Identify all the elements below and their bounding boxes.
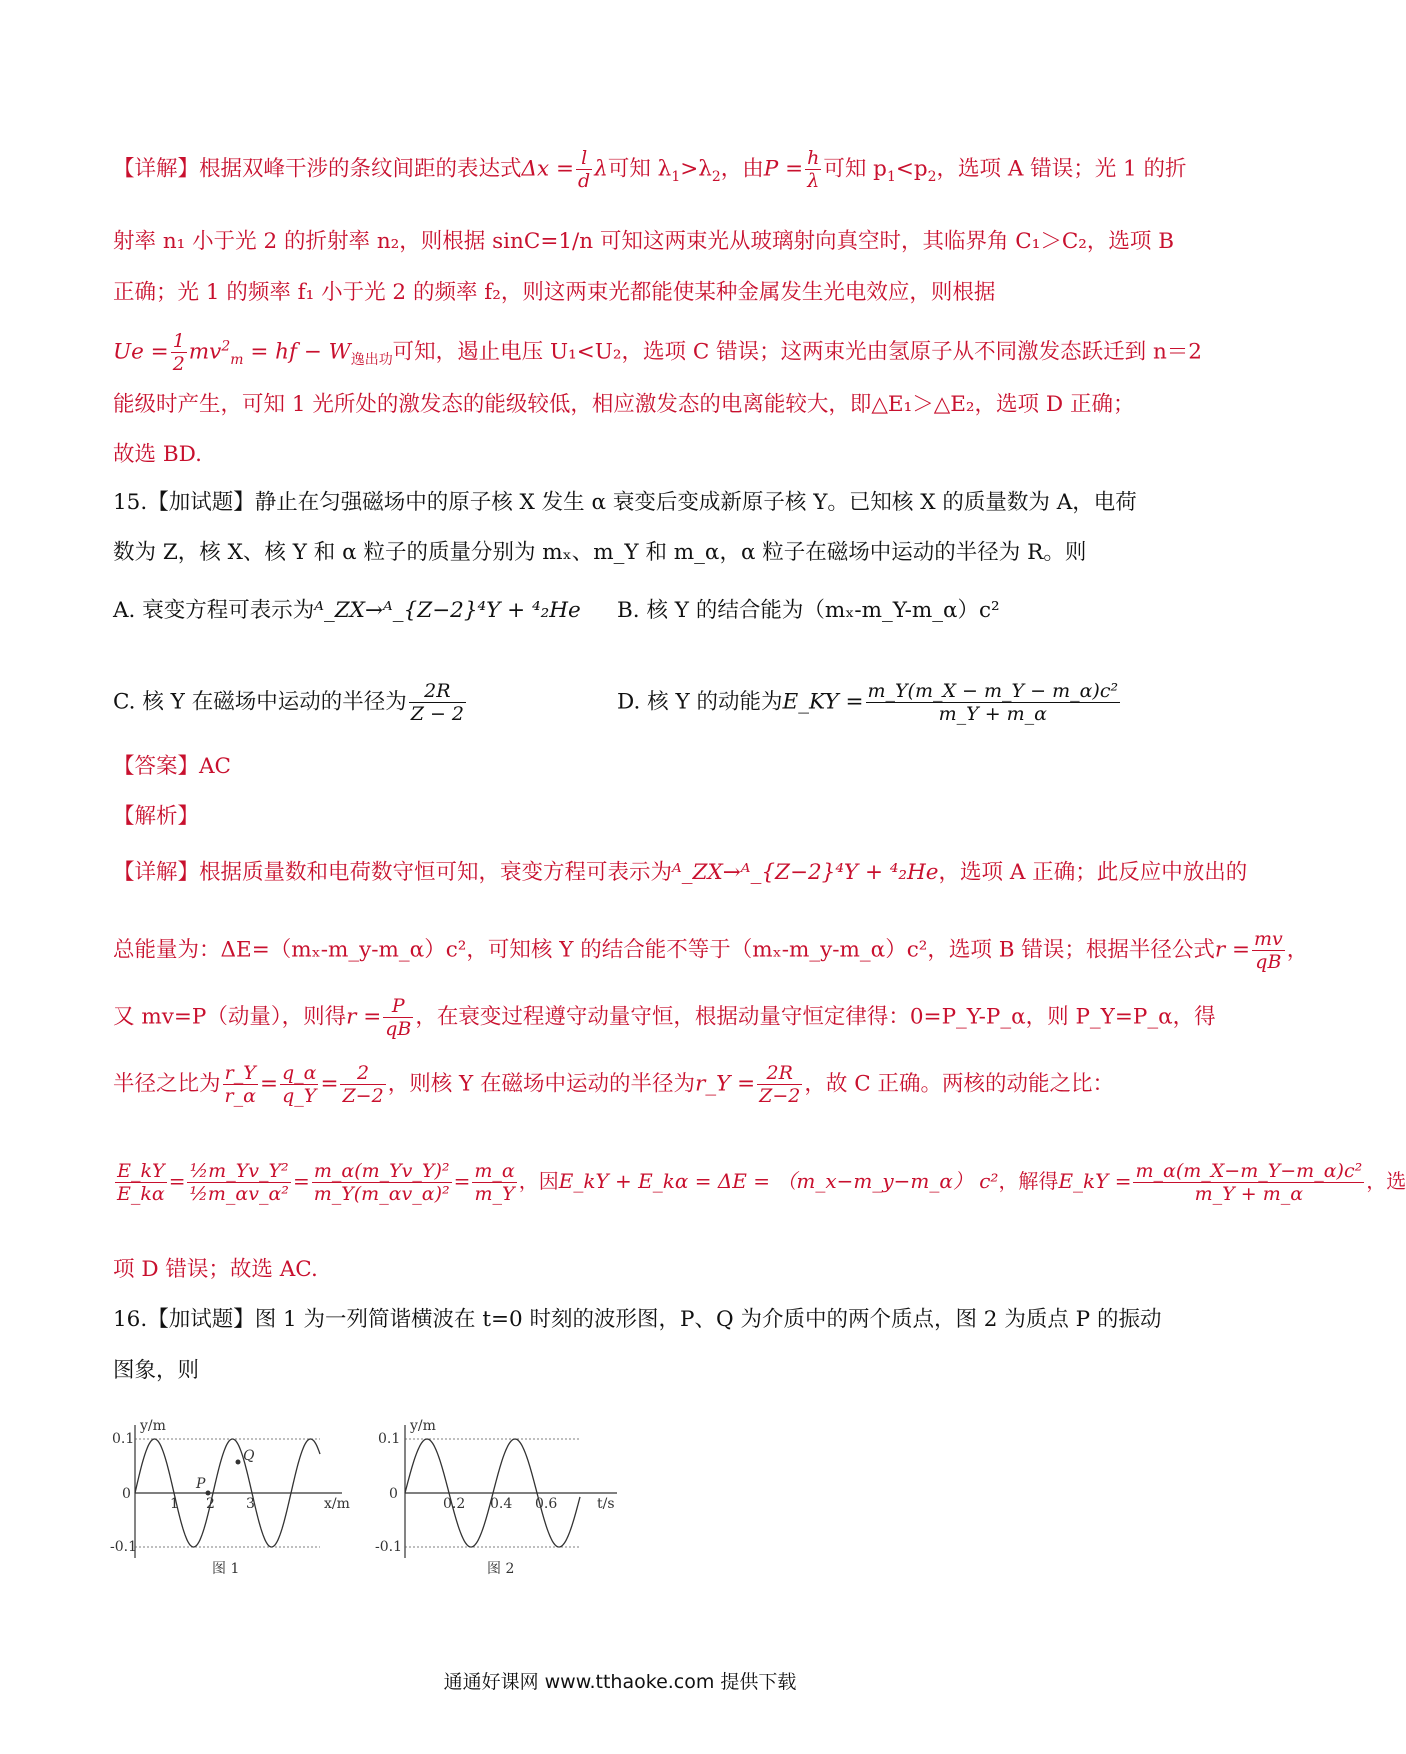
x-tick-3: 3 [246,1496,255,1512]
figure-2-caption: 图 2 [487,1561,515,1577]
y-tick-zero: 0 [122,1486,131,1502]
y-tick-top: 0.1 [112,1431,135,1447]
fraction: $\frac{r\_Y}{r\_\alpha}$ [224,1062,256,1107]
detail-line-6: 故选 BD. [113,442,202,467]
option-a: A. 衰变方程可表示为ᴬ_ZX→ᴬ_{Z−2}⁴Y + ⁴₂He [113,598,581,623]
fraction: $\frac{1}{2}$ [172,330,185,375]
question-15-line-2: 数为 Z，核 X、核 Y 和 α 粒子的质量分别为 mₓ、m_Y 和 m_α，α 粒子在磁场中运动的半径为 R。则 [113,540,1087,565]
option-c: C. 核 Y 在磁场中运动的半径为 $\frac{2R}{Z - 2}$ [113,680,465,725]
y-tick-bottom: -0.1 [375,1539,402,1555]
detail-15-line-5: $\frac{E\_kY}{E\_k\alpha}$ = $\frac{\text{½m\_Yv\_Y²}}{\text{½m\_αv\_α²}}$ = $\frac{\text{m\_α(m\_Yv\_Y)²}}{\text{m\_Y(m\_αv\_α)²}}$ = $\frac{m\_\alpha}{m\_Y}$ ，因E_kY + E_kα = ΔE = （m_x−m_y−m_α） c²，解得E_kY = $\frac{\text{m\_α(m\_X−m\_Y−m\_α)c²}}{m\_Y + m\_\alpha}$ ，选 [117,1160,1406,1205]
fraction: $\frac{\text{½m\_Yv\_Y²}}{\text{½m\_αv\_α²}}$ [189,1160,289,1205]
x-axis-label: x/m [324,1496,350,1512]
fraction: $\frac{\text{m\_α(m\_Yv\_Y)²}}{\text{m\_Y(m\_αv\_α)²}}$ [313,1160,450,1205]
x-tick-2: 2 [206,1496,215,1512]
question-16-line-1: 16.【加试题】图 1 为一列简谐横波在 t=0 时刻的波形图，P、Q 为介质中的两个质点，图 2 为质点 P 的振动 [113,1307,1162,1332]
point-q-label: Q [243,1448,255,1464]
x-axis-label: t/s [597,1496,615,1512]
x-tick-0-2: 0.2 [443,1496,466,1512]
y-axis-label: y/m [410,1418,436,1434]
y-axis-label: y/m [140,1418,166,1434]
option-d: D. 核 Y 的动能为E_KY = $\frac{\text{m\_Y(m\_X − m\_Y − m\_α)c²}}{m\_Y + m\_\alpha}$ [617,680,1119,725]
question-15-line-1: 15.【加试题】静止在匀强磁场中的原子核 X 发生 α 衰变后变成新原子核 Y。已知核 X 的质量数为 A，电荷 [113,490,1137,515]
detail-line-4: Ue = $\frac{1}{2}$ $mv^2_m$ = hf − $W_{逸出功}$可知，遏止电压 U₁<U₂，选项 C 错误；这两束光由氢原子从不同激发态跃迁到 n＝2 [113,330,1202,375]
detail-15-line-4: 半径之比为 $\frac{r\_Y}{r\_\alpha}$ = $\frac{q\_\alpha}{q\_Y}$ = $\frac{2}{Z-2}$ ，则核 Y 在磁场中运动的半径为r_Y = $\frac{2R}{Z-2}$ ，故 C 正确。两核的动能之比： [113,1062,1114,1107]
detail-line-1: 【详解】根据双峰干涉的条纹间距的表达式Δx = $\frac{l}{d}$ λ可知 $\lambda_1>\lambda_2$，由P = $\frac{h}{\lambda}$ 可知 $p_1<p_2$，选项 A 错误；光 1 的折 [113,147,1187,192]
detail-15-line-2: 总能量为：ΔE=（mₓ-m_y-m_α）c²，可知核 Y 的结合能不等于（mₓ-m_y-m_α）c²，选项 B 错误；根据半径公式r = $\frac{mv}{qB}$ ， [113,928,1309,973]
x-tick-0-6: 0.6 [535,1496,558,1512]
x-tick-1: 1 [170,1496,179,1512]
figure-2-vibration-graph [375,1410,625,1580]
fraction: $\frac{\text{m\_α(m\_X−m\_Y−m\_α)c²}}{m\_Y + m\_\alpha}$ [1135,1160,1363,1205]
fraction: $\frac{l}{d}$ [578,147,591,192]
fraction: $\frac{\text{m\_Y(m\_X − m\_Y − m\_α)c²}}{m\_Y + m\_\alpha}$ [867,680,1119,725]
option-b: B. 核 Y 的结合能为（mₓ-m_Y-m_α）c² [617,598,1000,623]
y-tick-bottom: -0.1 [110,1539,137,1555]
detail-15-line-3: 又 mv=P（动量），则得r = $\frac{P}{qB}$ ，在衰变过程遵守动量守恒，根据动量守恒定律得：0=P_Y-P_α，则 P_Y=P_α，得 [113,995,1216,1040]
fraction: $\frac{m\_\alpha}{m\_Y}$ [474,1160,515,1205]
analysis-heading: 【解析】 [113,804,200,829]
detail-15-line-6: 项 D 错误；故选 AC. [113,1257,318,1282]
detail-15-line-1: 【详解】根据质量数和电荷数守恒可知，衰变方程可表示为ᴬ_ZX→ᴬ_{Z−2}⁴Y + ⁴₂He，选项 A 正确；此反应中放出的 [113,860,1248,885]
point-q-marker [236,1460,241,1465]
fraction: $\frac{P}{qB}$ [385,995,412,1040]
figure-1-wave-graph [110,1410,350,1580]
fraction: $\frac{E\_kY}{E\_k\alpha}$ [117,1160,165,1205]
footer-source: 通通好课网 www.tthaoke.com 提供下载 [443,1671,797,1693]
detail-line-2: 射率 n₁ 小于光 2 的折射率 n₂，则根据 sinC=1/n 可知这两束光从玻璃射向真空时，其临界角 C₁＞C₂，选项 B [113,229,1175,254]
x-tick-0-4: 0.4 [490,1496,513,1512]
fraction: $\frac{2R}{Z - 2}$ [410,680,465,725]
fraction: $\frac{h}{\lambda}$ [807,147,820,192]
point-p-label: P [196,1476,206,1492]
fraction: $\frac{mv}{qB}$ [1253,928,1283,973]
answer: 【答案】AC [113,754,231,779]
question-16-line-2: 图象，则 [113,1358,200,1383]
y-tick-top: 0.1 [378,1431,401,1447]
fraction: $\frac{2R}{Z-2}$ [759,1062,801,1107]
point-p-marker [206,1491,211,1496]
fraction: $\frac{2}{Z-2}$ [342,1062,384,1107]
y-tick-zero: 0 [389,1486,398,1502]
fraction: $\frac{q\_\alpha}{q\_Y}$ [281,1062,317,1107]
detail-line-5: 能级时产生，可知 1 光所处的激发态的能级较低，相应激发态的电离能较大，即△E₁＞△E₂，选项 D 正确； [113,392,1135,417]
detail-line-3: 正确；光 1 的频率 f₁ 小于光 2 的频率 f₂，则这两束光都能使某种金属发生光电效应，则根据 [113,280,996,305]
figure-1-caption: 图 1 [212,1561,240,1577]
